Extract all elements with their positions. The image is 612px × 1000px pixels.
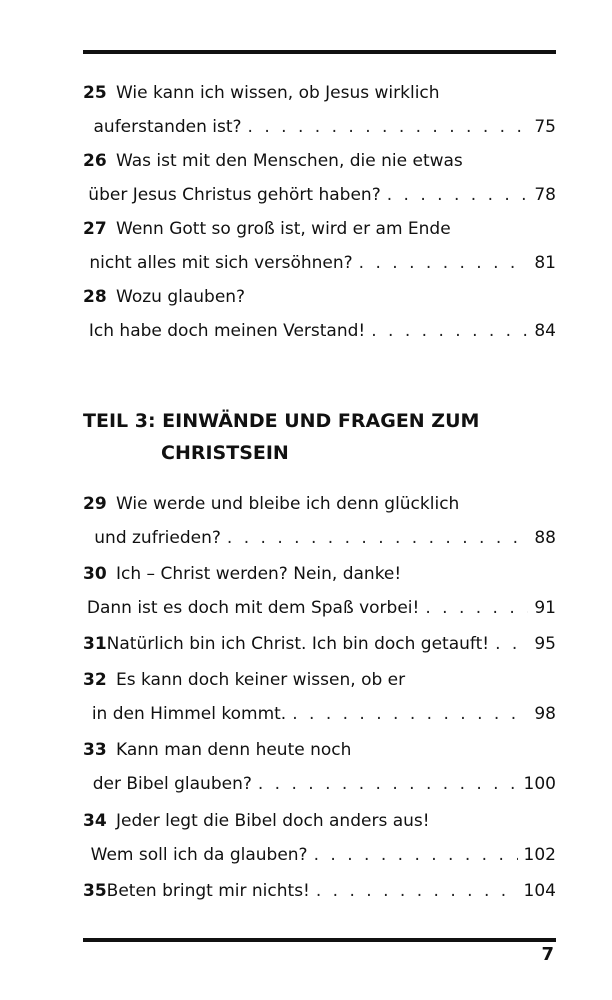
top-rule — [83, 50, 556, 54]
entry-title-cont: und zufrieden? — [94, 528, 221, 548]
entry-title-cont: auferstanden ist? — [93, 117, 242, 137]
entry-title: Was ist mit den Menschen, die nie etwas — [116, 151, 463, 171]
toc-entry-30[interactable] — [83, 557, 556, 625]
bottom-rule — [83, 938, 556, 942]
dot-leader — [314, 838, 518, 872]
toc-entry-26[interactable] — [83, 144, 556, 212]
entry-page: 91 — [534, 598, 556, 618]
toc-entry-32[interactable] — [83, 663, 556, 731]
entry-page: 102 — [523, 845, 556, 865]
dot-leader — [359, 246, 529, 280]
entry-title-cont: Ich habe doch meinen Verstand! — [88, 321, 366, 341]
entry-page: 78 — [534, 185, 556, 205]
toc-entry-29[interactable] — [83, 487, 556, 555]
toc-entry-25[interactable] — [83, 76, 556, 144]
page-number: 7 — [541, 944, 554, 965]
dot-leader — [425, 591, 528, 625]
dot-leader — [227, 521, 528, 555]
section-heading-line2: CHRISTSEIN — [161, 442, 289, 464]
dot-leader — [495, 627, 528, 661]
entry-number: 32 — [83, 670, 107, 690]
entry-title: Kann man denn heute noch — [116, 740, 352, 760]
toc-entry-35[interactable] — [83, 874, 556, 908]
dot-leader — [292, 697, 528, 731]
entry-title-cont: in den Himmel kommt. — [91, 704, 287, 724]
entry-title: Beten bringt mir nichts! — [106, 881, 310, 901]
entry-number: 29 — [83, 494, 107, 514]
toc-entry-27[interactable] — [83, 212, 556, 280]
entry-title: Es kann doch keiner wissen, ob er — [116, 670, 406, 690]
dot-leader — [316, 874, 518, 908]
dot-leader — [248, 110, 529, 144]
toc-entry-34[interactable] — [83, 804, 556, 872]
entry-page: 81 — [534, 253, 556, 273]
entry-page: 75 — [534, 117, 556, 137]
entry-title: Wie kann ich wissen, ob Jesus wirklich — [116, 83, 440, 103]
entry-number: 30 — [83, 564, 107, 584]
entry-page: 98 — [534, 704, 556, 724]
entry-number: 27 — [83, 219, 107, 239]
entry-page: 95 — [534, 634, 556, 654]
toc-entry-31[interactable] — [83, 627, 556, 661]
entry-number: 33 — [83, 740, 107, 760]
entry-number: 31 — [83, 634, 107, 654]
entry-page: 88 — [534, 528, 556, 548]
entry-number: 26 — [83, 151, 107, 171]
entry-title: Wenn Gott so groß ist, wird er am Ende — [116, 219, 451, 239]
dot-leader — [387, 178, 529, 212]
toc-entry-28[interactable] — [83, 280, 556, 348]
entry-page: 104 — [523, 881, 556, 901]
entry-title-cont: der Bibel glauben? — [92, 774, 252, 794]
entry-number: 28 — [83, 287, 107, 307]
entry-number: 34 — [83, 811, 107, 831]
entry-title: Ich – Christ werden? Nein, danke! — [116, 564, 402, 584]
section-heading-line1: TEIL 3: EINWÄNDE UND FRAGEN ZUM — [83, 410, 480, 432]
entry-title-cont: nicht alles mit sich versöhnen? — [89, 253, 353, 273]
entry-title: Wozu glauben? — [116, 287, 246, 307]
entry-title: Jeder legt die Bibel doch anders aus! — [116, 811, 430, 831]
entry-title-cont: Wem soll ich da glauben? — [90, 845, 308, 865]
dot-leader — [371, 314, 528, 348]
entry-page: 100 — [523, 774, 556, 794]
entry-title: Wie werde und bleibe ich denn glücklich — [116, 494, 460, 514]
entry-page: 84 — [534, 321, 556, 341]
entry-number: 25 — [83, 83, 107, 103]
entry-title-cont: Dann ist es doch mit dem Spaß vorbei! — [86, 598, 420, 618]
section-heading — [83, 405, 556, 469]
toc-entry-33[interactable] — [83, 733, 556, 801]
entry-title: Natürlich bin ich Christ. Ich bin doch getauft! — [106, 634, 490, 654]
entry-number: 35 — [83, 881, 107, 901]
entry-title-cont: über Jesus Christus gehört haben? — [88, 185, 381, 205]
dot-leader — [258, 767, 518, 801]
